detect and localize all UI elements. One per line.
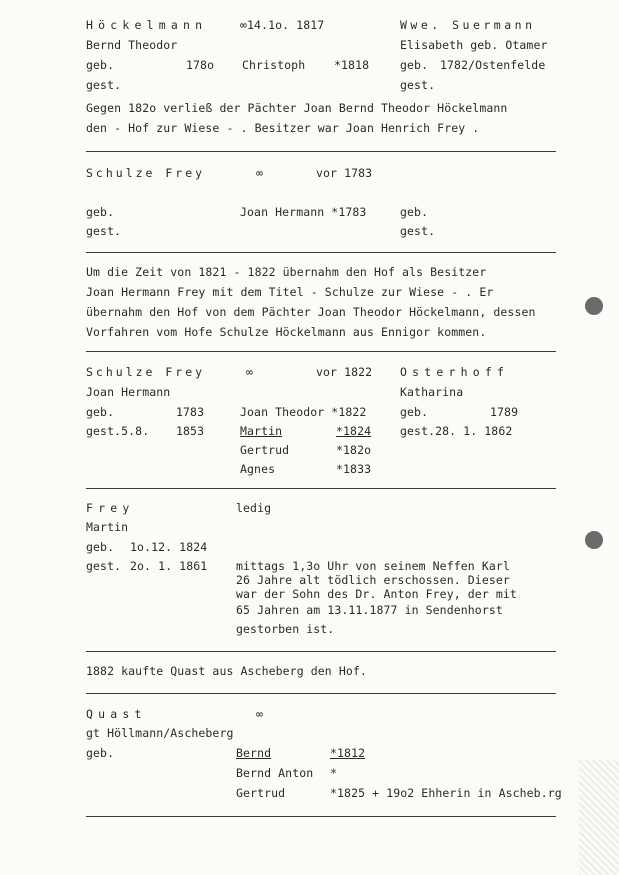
birth-year: 1783 bbox=[176, 405, 205, 419]
paragraph-line: den - Hof zur Wiese - . Besitzer war Joan Henrich Frey . bbox=[86, 121, 480, 135]
note-line: gestorben ist. bbox=[236, 622, 335, 636]
child-birth: *1825 + 19o2 Ehherin in Ascheb.rg bbox=[330, 786, 562, 800]
child-name: Bernd Anton bbox=[236, 766, 314, 780]
wife-birth-label: geb. bbox=[400, 205, 429, 219]
wife-birth-year: 1789 bbox=[490, 405, 519, 419]
wife-given-name: Katharina bbox=[400, 385, 464, 399]
widow-suermann: Wwe. Suermann bbox=[400, 18, 536, 32]
marriage-date: vor 1822 bbox=[316, 365, 373, 379]
death-year: 1853 bbox=[176, 424, 205, 438]
marriage-date: vor 1783 bbox=[316, 166, 373, 180]
paragraph-line: 1882 kaufte Quast aus Ascheberg den Hof. bbox=[86, 664, 367, 678]
note-line: 26 Jahre alt tödlich erschossen. Dieser bbox=[236, 573, 510, 587]
divider bbox=[86, 651, 556, 652]
child-name: Bernd bbox=[236, 746, 272, 760]
child-birth: *1818 bbox=[334, 58, 370, 72]
child-birth: *1824 bbox=[336, 424, 372, 438]
paragraph-line: Joan Hermann Frey mit dem Titel - Schulze zur Wiese - . Er bbox=[86, 285, 494, 299]
given-name: Bernd Theodor bbox=[86, 38, 178, 52]
child-birth: *1812 bbox=[330, 746, 366, 760]
wife-death-label: gest. bbox=[400, 224, 436, 238]
paragraph-line: übernahm den Hof von dem Pächter Joan Theodor Höckelmann, dessen bbox=[86, 305, 536, 319]
given-name: Joan Hermann bbox=[86, 385, 171, 399]
birth-label: geb. bbox=[86, 540, 115, 554]
divider bbox=[86, 351, 556, 352]
death-label: gest. bbox=[86, 78, 122, 92]
death-label: gest. bbox=[86, 224, 122, 238]
note-line: 65 Jahren am 13.11.1877 in Sendenhorst bbox=[236, 603, 503, 617]
surname-text: Schulze Frey bbox=[86, 365, 206, 379]
punch-hole bbox=[585, 297, 603, 315]
child-name: Christoph bbox=[242, 58, 306, 72]
surname-hoeckelmann: Höckelmann bbox=[86, 18, 208, 32]
note-line: war der Sohn des Dr. Anton Frey, der mit bbox=[236, 587, 517, 601]
wife-death-label: gest. bbox=[400, 78, 436, 92]
punch-hole bbox=[585, 531, 603, 549]
divider bbox=[86, 693, 556, 694]
surname-frey: Frey bbox=[86, 501, 135, 515]
wife-birth-label: geb. bbox=[400, 405, 429, 419]
wife-origin: gt Höllmann/Ascheberg bbox=[86, 726, 234, 740]
surname-schulze-frey bbox=[86, 166, 205, 180]
scan-noise bbox=[579, 760, 619, 875]
child-birth: *1833 bbox=[336, 462, 372, 476]
child-birth: * bbox=[330, 766, 338, 780]
child-entry: Joan Theodor *1822 bbox=[240, 405, 367, 419]
birth-label: geb. bbox=[86, 405, 115, 419]
marriage-symbol: ∞ bbox=[256, 707, 264, 721]
paragraph-line: Gegen 182o verließ der Pächter Joan Bernd Theodor Höckelmann bbox=[86, 101, 508, 115]
birth-label: geb. bbox=[86, 58, 115, 72]
child-name: Gertrud bbox=[236, 786, 286, 800]
birth-year: 178o bbox=[186, 58, 215, 72]
marriage-date: ∞14.1o. 1817 bbox=[240, 18, 325, 32]
death-label: gest.5.8. bbox=[86, 424, 150, 438]
given-name: Martin bbox=[86, 520, 129, 534]
wife-surname: Osterhoff bbox=[400, 365, 510, 379]
wife-birth-label: geb. bbox=[400, 58, 429, 72]
marriage-symbol: ∞ bbox=[256, 166, 264, 180]
child-name: Martin bbox=[240, 424, 283, 438]
wife-name: Elisabeth geb. Otamer bbox=[400, 38, 548, 52]
marriage-symbol: ∞ bbox=[246, 365, 254, 379]
note-line: mittags 1,3o Uhr von seinem Neffen Karl bbox=[236, 559, 510, 573]
surname-schulze-frey bbox=[86, 365, 205, 379]
birth-label: geb. bbox=[86, 746, 115, 760]
death-date: 2o. 1. 1861 bbox=[130, 559, 208, 573]
child-entry: Joan Hermann *1783 bbox=[240, 205, 367, 219]
marital-status: ledig bbox=[236, 501, 272, 515]
surname-text: Schulze Frey bbox=[86, 166, 206, 180]
paragraph-line: Um die Zeit von 1821 - 1822 übernahm den Hof als Besitzer bbox=[86, 265, 487, 279]
divider bbox=[86, 151, 556, 152]
death-label: gest. bbox=[86, 559, 122, 573]
child-name: Agnes bbox=[240, 462, 276, 476]
birth-label: geb. bbox=[86, 205, 115, 219]
divider bbox=[86, 816, 556, 817]
child-name: Gertrud bbox=[240, 443, 290, 457]
paragraph-line: Vorfahren vom Hofe Schulze Höckelmann aus Ennigor kommen. bbox=[86, 325, 487, 339]
wife-death: gest.28. 1. 1862 bbox=[400, 424, 513, 438]
divider bbox=[86, 488, 556, 489]
divider bbox=[86, 252, 556, 253]
wife-birth: 1782/Ostenfelde bbox=[440, 58, 546, 72]
surname-quast: Quast bbox=[86, 707, 147, 721]
child-birth: *182o bbox=[336, 443, 372, 457]
birth-date: 1o.12. 1824 bbox=[130, 540, 208, 554]
